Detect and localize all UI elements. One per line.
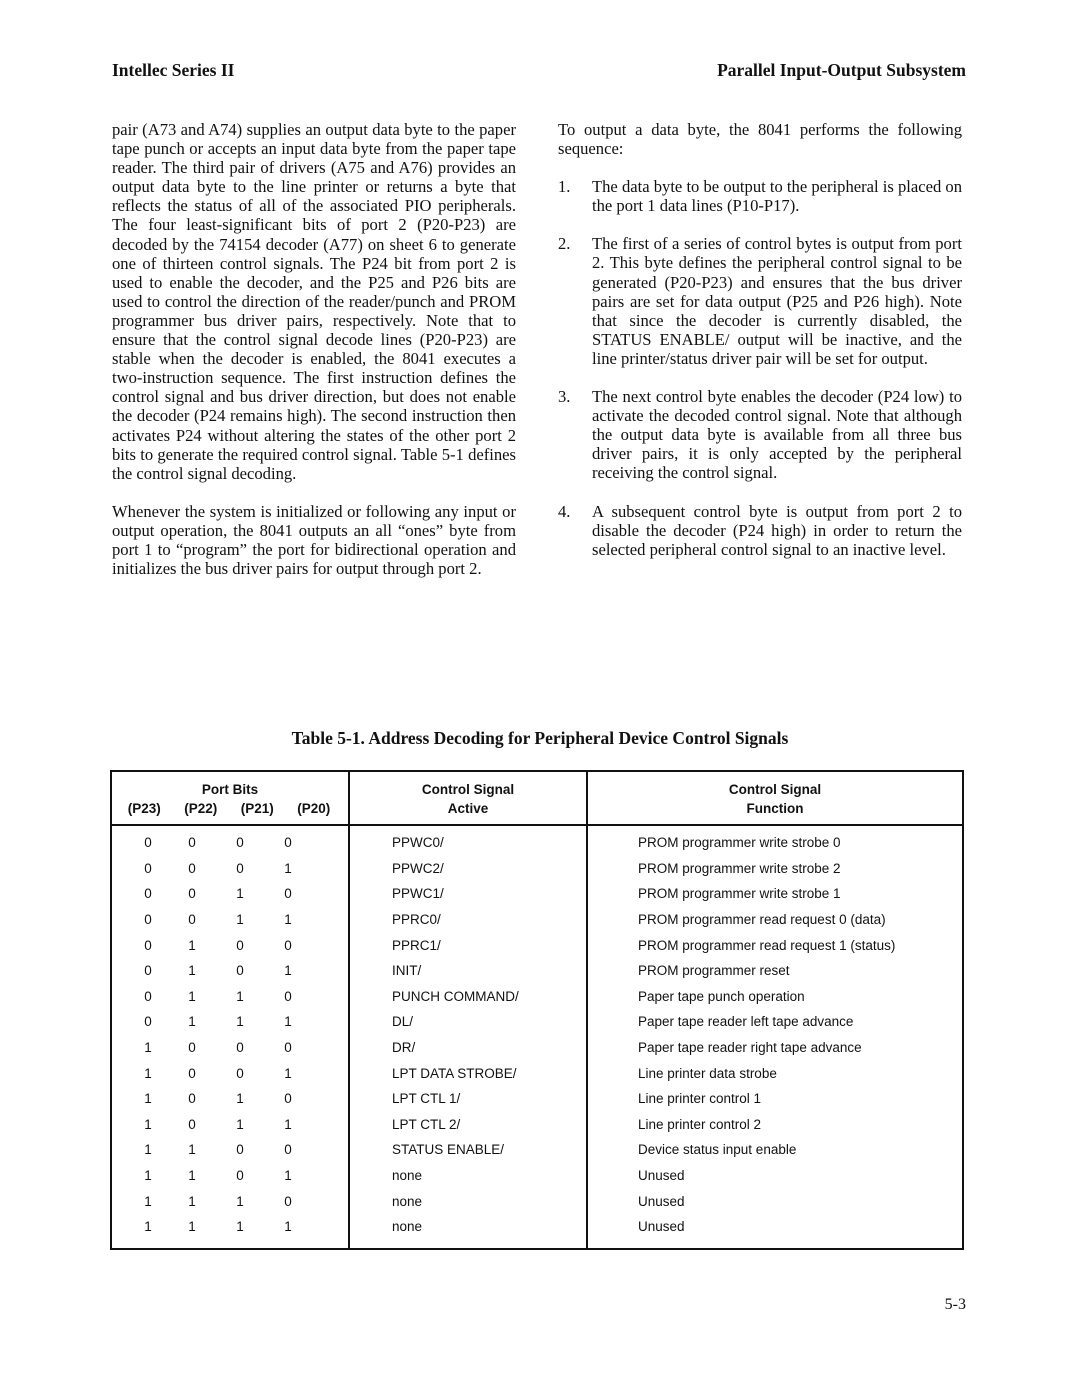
bit-value: 1 [236,1193,244,1209]
bit-value: 0 [188,860,196,876]
bit-value: 0 [236,1142,244,1158]
header-bit-p23: (P23) [127,801,161,816]
bit-value: 0 [144,937,152,953]
header-label: Function [746,801,804,816]
bit-value: 1 [144,1040,152,1056]
table-row [112,984,962,1010]
header-label: Active [447,801,489,816]
bit-value: 1 [188,1193,196,1209]
bit-value: 1 [188,963,196,979]
intro-paragraph: To output a data byte, the 8041 performs the following sequence: [558,120,962,159]
signal-function-cell: Unused [638,1219,685,1235]
port-bits-cell [112,861,348,876]
bit-value: 1 [284,1168,292,1184]
header-label: Control Signal [421,782,515,797]
decoding-table [110,770,964,1250]
table-row [112,830,962,856]
signal-active-cell: none [392,1193,423,1209]
bit-value: 1 [188,988,196,1004]
bit-value: 1 [188,1168,196,1184]
bit-value: 0 [236,937,244,953]
bit-value: 1 [144,1065,152,1081]
running-header-left: Intellec Series II [112,60,235,80]
bit-value: 0 [284,988,292,1004]
signal-function-cell: Paper tape reader left tape advance [638,1014,854,1030]
signal-active-cell: DR/ [392,1040,416,1056]
signal-function-cell: Device status input enable [638,1142,797,1158]
bit-value: 0 [284,1193,292,1209]
step-number: 3. [558,387,571,407]
bit-value: 0 [144,886,152,902]
port-bits-cell [112,1091,348,1106]
table-row [112,1060,962,1086]
port-bits-cell [112,989,348,1004]
bit-value: 1 [284,1065,292,1081]
signal-function-cell: PROM programmer write strobe 1 [638,886,841,902]
signal-function-cell: Paper tape reader right tape advance [638,1040,862,1056]
sequence-step [558,502,962,559]
bit-value: 1 [144,1168,152,1184]
port-bits-cell [112,963,348,978]
bit-value: 1 [284,1014,292,1030]
table-row [112,881,962,907]
bit-value: 1 [188,1142,196,1158]
bit-value: 1 [236,912,244,928]
bit-value: 1 [144,1142,152,1158]
signal-active-cell: none [392,1168,423,1184]
bit-value: 0 [284,1091,292,1107]
port-bits-cell [112,835,348,850]
sequence-step [558,177,962,215]
paragraph: pair (A73 and A74) supplies an output data byte to the paper tape punch or accepts an input data byte from the paper tape reader. The third pair of drivers (A75 and A76) provides an output data byte to the line printer or returns a byte that reflects the status of all of the associated PIO peripherals. The four least-significant bits of port 2 (P20-P23) are decoded by the 74154 decoder (A77) on sheet 6 to generate one of thirteen control signals. The P24 bit from port 2 is used to enable the decoder, and the P25 and P26 bits are used to control the direction of the reader/punch and PROM programmer bus driver pairs, respectively. Note that to ensure that the control signal decode lines (P20-P23) are stable when the decoder is enabled, the 8041 executes a two-instruction sequence. The first instruction defines the control signal and bus driver direction, but does not enable the decoder (P24 remains high). The second instruction then activates P24 without altering the states of the other port 2 bits to generate the required control signal. Table 5-1 defines the control signal decoding. [112,120,516,483]
table-row [112,1188,962,1214]
signal-function-cell: PROM programmer write strobe 0 [638,835,841,851]
step-text: The next control byte enables the decoder (P24 low) to activate the decoded control signal. Note that although the output data byte is available from all three bus driver pairs, it is only accepted by the peripheral receiving the control signal. [592,387,962,483]
bit-value: 1 [188,1219,196,1235]
signal-function-cell: PROM programmer read request 0 (data) [638,912,886,928]
bit-value: 1 [144,1219,152,1235]
table-row [112,932,962,958]
bit-value: 0 [144,963,152,979]
port-bits-cell [112,1194,348,1209]
bit-value: 0 [236,1168,244,1184]
sequence-step [558,234,962,368]
port-bits-cell [112,938,348,953]
page-number: 5-3 [944,1296,966,1313]
header-bit-p21: (P21) [240,801,274,816]
header-signal-function [588,780,962,818]
bit-value: 0 [188,835,196,851]
table-row [112,1112,962,1138]
step-text: The data byte to be output to the peripheral is placed on the port 1 data lines (P10-P17). [592,177,963,216]
step-text: A subsequent control byte is output from port 2 to disable the decoder (P24 high) in order to return the selected peripheral control signal to an inactive level. [592,501,962,559]
bit-value: 1 [144,1116,152,1132]
port-bits-cell [112,1142,348,1157]
running-header-right: Parallel Input-Output Subsystem [717,60,966,80]
bit-value: 1 [236,988,244,1004]
bit-value: 0 [236,860,244,876]
bit-value: 1 [188,1014,196,1030]
table-row [112,1214,962,1240]
bit-value: 0 [188,1091,196,1107]
bit-value: 0 [236,1040,244,1056]
port-bits-cell [112,912,348,927]
left-column [112,120,516,597]
header-label: Control Signal [728,782,822,797]
signal-active-cell: PUNCH COMMAND/ [392,988,519,1004]
bit-value: 1 [236,1014,244,1030]
bit-value: 0 [188,1040,196,1056]
port-bits-cell [112,1117,348,1132]
port-bits-cell [112,1168,348,1183]
signal-active-cell: PPWC2/ [392,860,444,876]
signal-active-cell: INIT/ [392,963,422,979]
table-row [112,1086,962,1112]
bit-value: 1 [236,886,244,902]
right-column [558,120,962,578]
port-bits-cell [112,1040,348,1055]
signal-active-cell: PPRC0/ [392,912,441,928]
table-row [112,1163,962,1189]
signal-function-cell: Line printer control 2 [638,1116,762,1132]
header-signal-active [350,780,586,818]
signal-active-cell: PPWC1/ [392,886,444,902]
bit-value: 0 [144,1014,152,1030]
bit-value: 0 [144,835,152,851]
signal-active-cell: STATUS ENABLE/ [392,1142,505,1158]
signal-function-cell: Unused [638,1193,685,1209]
bit-value: 1 [144,1091,152,1107]
bit-value: 1 [236,1219,244,1235]
sequence-step [558,387,962,482]
signal-active-cell: LPT DATA STROBE/ [392,1065,517,1081]
bit-value: 0 [188,912,196,928]
table-body [112,830,962,1240]
table-row [112,856,962,882]
table-title: Table 5-1. Address Decoding for Peripheral Device Control Signals [291,728,789,748]
header-bit-p20: (P20) [297,801,331,816]
table-row [112,1137,962,1163]
step-text: The first of a series of control bytes is output from port 2. This byte defines the peripheral control signal to be generated (P20-P23) and ensures that the bus driver pairs are set for data output (P25 and P26 high). Note that since the decoder is currently disabled, the STATUS ENABLE/ output will be inactive, and the line printer/status driver pair will be set for output. [592,234,962,368]
step-number: 1. [558,177,571,197]
signal-active-cell: DL/ [392,1014,414,1030]
table-row [112,907,962,933]
signal-function-cell: Paper tape punch operation [638,988,805,1004]
signal-function-cell: Line printer data strobe [638,1065,777,1081]
bit-value: 0 [144,988,152,1004]
bit-value: 1 [284,1116,292,1132]
bit-value: 1 [284,912,292,928]
bit-value: 1 [236,1091,244,1107]
table-row [112,1035,962,1061]
bit-value: 1 [144,1193,152,1209]
bit-value: 0 [284,1142,292,1158]
bit-value: 0 [188,1065,196,1081]
header-port-bits [112,780,348,818]
table-row [112,958,962,984]
signal-active-cell: LPT CTL 2/ [392,1116,461,1132]
signal-function-cell: PROM programmer read request 1 (status) [638,937,896,953]
signal-active-cell: LPT CTL 1/ [392,1091,461,1107]
bit-value: 0 [284,937,292,953]
header-port-bits-label: Port Bits [201,782,259,797]
signal-function-cell: Unused [638,1168,685,1184]
signal-function-cell: PROM programmer reset [638,963,790,979]
bit-value: 0 [284,886,292,902]
signal-active-cell: PPWC0/ [392,835,444,851]
bit-value: 0 [236,963,244,979]
bit-value: 0 [188,886,196,902]
signal-function-cell: Line printer control 1 [638,1091,762,1107]
bit-value: 0 [284,835,292,851]
header-bit-p22: (P22) [184,801,218,816]
bit-value: 0 [236,1065,244,1081]
port-bits-cell [112,1014,348,1029]
port-bits-cell [112,886,348,901]
table-row [112,1009,962,1035]
signal-active-cell: none [392,1219,423,1235]
paragraph: Whenever the system is initialized or following any input or output operation, the 8041 outputs an all “ones” byte from port 1 to “program” the port for bidirectional operation and initializes the bus driver pairs for output through port 2. [112,501,516,579]
port-bits-cell [112,1066,348,1081]
bit-value: 1 [284,1219,292,1235]
signal-function-cell: PROM programmer write strobe 2 [638,860,841,876]
bit-value: 0 [144,860,152,876]
bit-value: 0 [284,1040,292,1056]
step-number: 4. [558,501,571,521]
port-bits-cell [112,1219,348,1234]
header-divider [112,824,962,826]
signal-active-cell: PPRC1/ [392,937,441,953]
step-number: 2. [558,234,571,254]
bit-value: 0 [144,912,152,928]
bit-value: 1 [188,937,196,953]
bit-value: 1 [236,1116,244,1132]
bit-value: 0 [188,1116,196,1132]
bit-value: 1 [284,860,292,876]
bit-value: 0 [236,835,244,851]
bit-value: 1 [284,963,292,979]
